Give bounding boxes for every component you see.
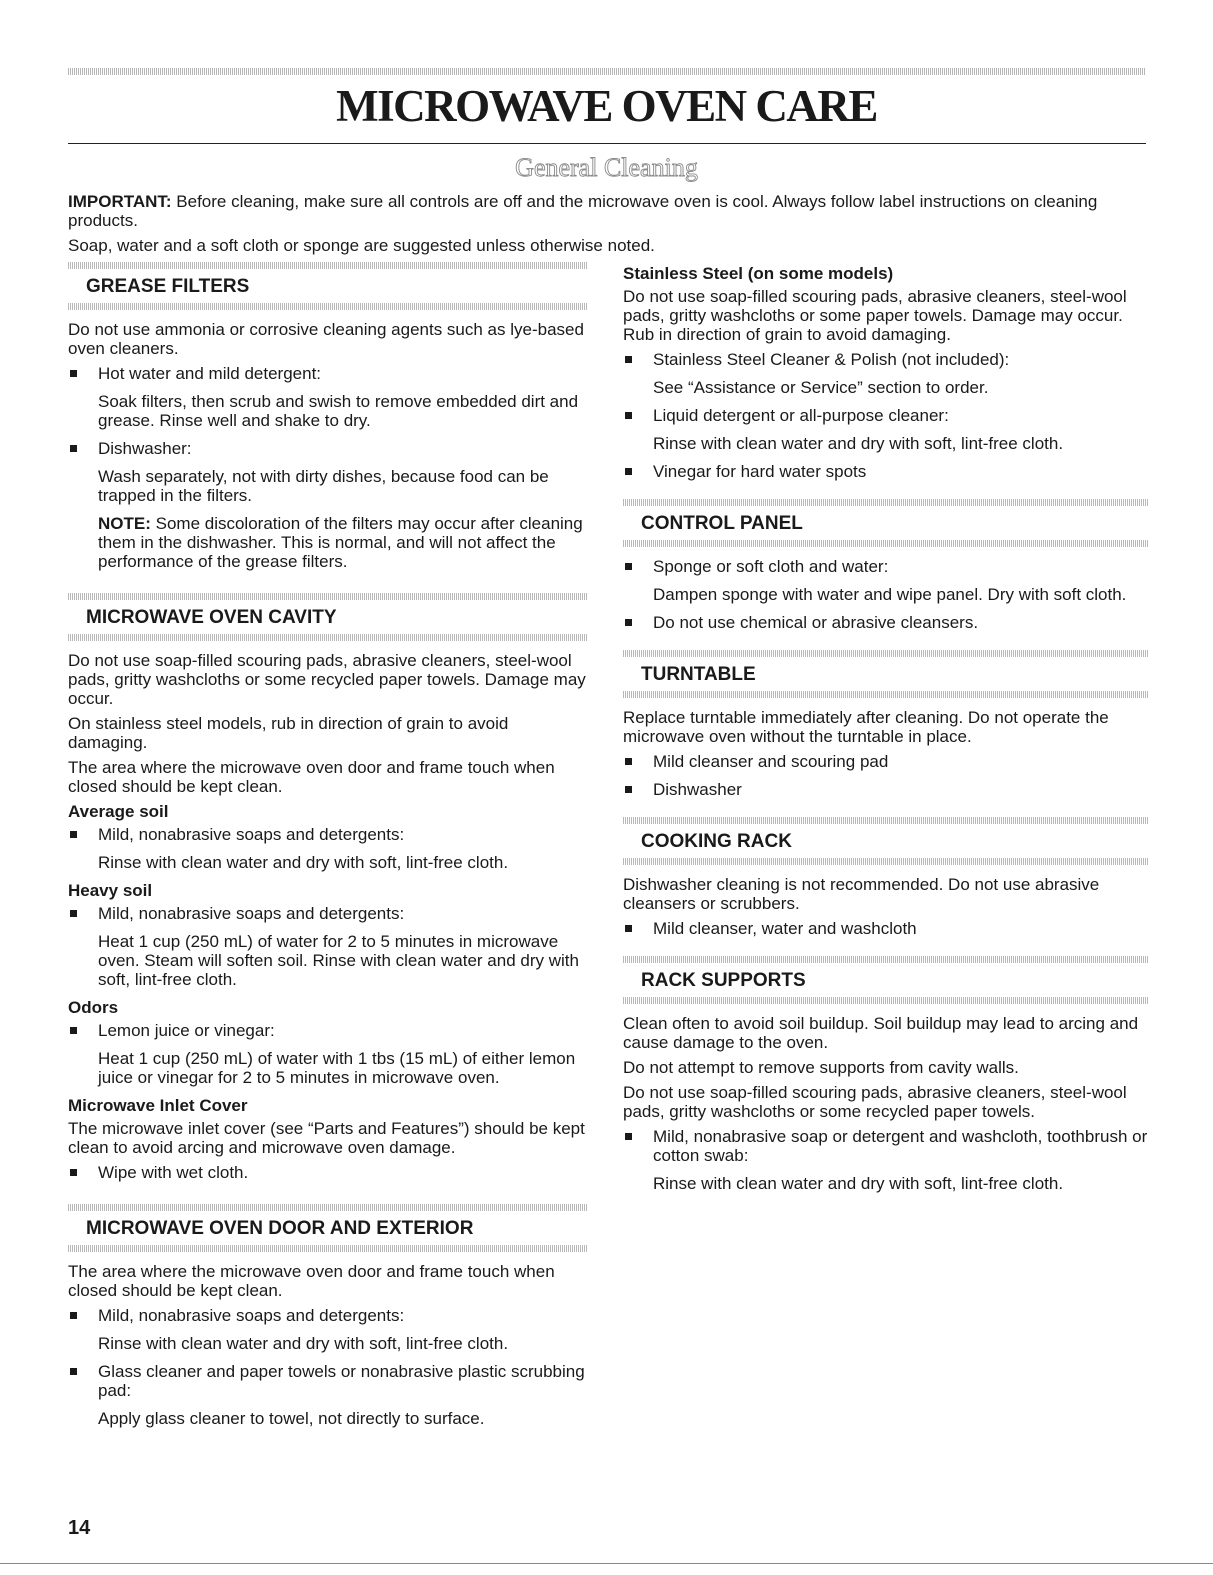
list-item: Stainless Steel Cleaner & Polish (not included):	[623, 350, 1148, 369]
list-item: Mild cleanser and scouring pad	[623, 752, 1148, 771]
list-item-detail: Apply glass cleaner to towel, not directly to surface.	[98, 1409, 485, 1428]
list-item: Mild, nonabrasive soaps and detergents:	[68, 1306, 588, 1325]
list-item: Lemon juice or vinegar:	[68, 1021, 588, 1040]
rack-supports-title: RACK SUPPORTS	[641, 970, 806, 991]
turntable-paragraph: Replace turntable immediately after cleaning. Do not operate the microwave oven without the turntable in place.	[623, 708, 1109, 746]
list-item: Mild, nonabrasive soap or detergent and washcloth, toothbrush or cotton swab:	[623, 1127, 1148, 1165]
list-item-detail: Rinse with clean water and dry with soft, lint-free cloth.	[653, 434, 1064, 453]
heavy-soil-label: Heavy soil	[68, 881, 153, 900]
list-item: Do not use chemical or abrasive cleansers.	[623, 613, 1148, 632]
bottom-rule	[0, 1563, 1213, 1564]
grease-filters-intro: Do not use ammonia or corrosive cleaning agents such as lye-based oven cleaners.	[68, 320, 584, 358]
list-item: Liquid detergent or all-purpose cleaner:	[623, 406, 1148, 425]
list-item: Wipe with wet cloth.	[68, 1163, 588, 1182]
list-item-detail: Rinse with clean water and dry with soft, lint-free cloth.	[653, 1174, 1064, 1193]
important-paragraph	[68, 192, 1148, 230]
right-column	[623, 264, 1148, 1202]
list-item-detail: Rinse with clean water and dry with soft, lint-free cloth.	[98, 1334, 509, 1353]
list-item-detail: Rinse with clean water and dry with soft, lint-free cloth.	[98, 853, 509, 872]
grease-filters-heading-box	[68, 262, 588, 310]
cooking-rack-heading-box	[623, 817, 1148, 865]
grease-filters-title: GREASE FILTERS	[86, 276, 250, 297]
left-column	[68, 262, 588, 1437]
cavity-paragraph: Do not use soap-filled scouring pads, abrasive cleaners, steel-wool pads, gritty washcloths or some recycled paper towels. Damage may occur.	[68, 651, 586, 708]
list-item-detail: Heat 1 cup (250 mL) of water for 2 to 5 minutes in microwave oven. Steam will soften soil. Rinse with clean water and dry with soft, lint-free cloth.	[98, 932, 579, 989]
cavity-paragraph: On stainless steel models, rub in direction of grain to avoid damaging.	[68, 714, 509, 752]
list-item-detail: See “Assistance or Service” section to order.	[653, 378, 989, 397]
rack-supports-paragraph: Clean often to avoid soil buildup. Soil buildup may lead to arcing and cause damage to the oven.	[623, 1014, 1139, 1052]
list-item: Mild, nonabrasive soaps and detergents:	[68, 904, 588, 923]
title-rule	[68, 143, 1146, 144]
list-item: Dishwasher	[623, 780, 1148, 799]
top-rule	[68, 68, 1146, 75]
stainless-label: Stainless Steel (on some models)	[623, 264, 894, 283]
general-text: Soap, water and a soft cloth or sponge are suggested unless otherwise noted.	[68, 236, 655, 255]
average-soil-label: Average soil	[68, 802, 169, 821]
list-item-detail: Wash separately, not with dirty dishes, because food can be trapped in the filters.	[98, 467, 549, 505]
list-item: Mild, nonabrasive soaps and detergents:	[68, 825, 588, 844]
door-heading-box	[68, 1204, 588, 1252]
list-item: Glass cleaner and paper towels or nonabrasive plastic scrubbing pad:	[68, 1362, 588, 1400]
rack-supports-heading-box	[623, 956, 1148, 1004]
list-item: Sponge or soft cloth and water:	[623, 557, 1148, 576]
important-label: IMPORTANT:	[68, 192, 172, 211]
list-item-detail: Soak filters, then scrub and swish to remove embedded dirt and grease. Rinse well and shake to dry.	[98, 392, 579, 430]
note-text: Some discoloration of the filters may occur after cleaning them in the dishwasher. This is normal, and will not affect the performance of the grease filters.	[98, 514, 583, 571]
list-item: Dishwasher:	[68, 439, 588, 458]
door-title: MICROWAVE OVEN DOOR AND EXTERIOR	[86, 1218, 474, 1239]
cavity-heading-box	[68, 593, 588, 641]
note-label: NOTE:	[98, 514, 151, 533]
door-paragraph: The area where the microwave oven door and frame touch when closed should be kept clean.	[68, 1262, 555, 1300]
cavity-title: MICROWAVE OVEN CAVITY	[86, 607, 337, 628]
list-item: Hot water and mild detergent:	[68, 364, 588, 383]
cavity-paragraph: The area where the microwave oven door and frame touch when closed should be kept clean.	[68, 758, 555, 796]
odors-label: Odors	[68, 998, 119, 1017]
rack-supports-paragraph: Do not attempt to remove supports from cavity walls.	[623, 1058, 1019, 1077]
page-number: 14	[68, 1517, 91, 1539]
stainless-paragraph: Do not use soap-filled scouring pads, abrasive cleaners, steel-wool pads, gritty washcloths or some paper towels. Damage may occur. Rub in direction of grain to avoid damaging.	[623, 287, 1127, 344]
cooking-rack-paragraph: Dishwasher cleaning is not recommended. Do not use abrasive cleansers or scrubbers.	[623, 875, 1100, 913]
section-heading: General Cleaning	[515, 153, 698, 182]
note	[68, 514, 588, 571]
page-title: MICROWAVE OVEN CARE	[336, 81, 877, 131]
cooking-rack-title: COOKING RACK	[641, 831, 792, 852]
turntable-title: TURNTABLE	[641, 664, 756, 685]
control-panel-heading-box	[623, 499, 1148, 547]
list-item-detail: Dampen sponge with water and wipe panel. Dry with soft cloth.	[653, 585, 1127, 604]
inlet-cover-text: The microwave inlet cover (see “Parts and Features”) should be kept clean to avoid arcing and microwave oven damage.	[68, 1119, 585, 1157]
turntable-heading-box	[623, 650, 1148, 698]
inlet-cover-label: Microwave Inlet Cover	[68, 1096, 248, 1115]
control-panel-title: CONTROL PANEL	[641, 513, 803, 534]
important-text: Before cleaning, make sure all controls are off and the microwave oven is cool. Always follow label instructions on cleaning products.	[68, 192, 1098, 230]
list-item: Vinegar for hard water spots	[623, 462, 1148, 481]
rack-supports-paragraph: Do not use soap-filled scouring pads, abrasive cleaners, steel-wool pads, gritty washcloths or some recycled paper towels.	[623, 1083, 1127, 1121]
list-item-detail: Heat 1 cup (250 mL) of water with 1 tbs (15 mL) of either lemon juice or vinegar for 2 to 5 minutes in microwave oven.	[98, 1049, 576, 1087]
intro	[68, 192, 1148, 261]
list-item: Mild cleanser, water and washcloth	[623, 919, 1148, 938]
